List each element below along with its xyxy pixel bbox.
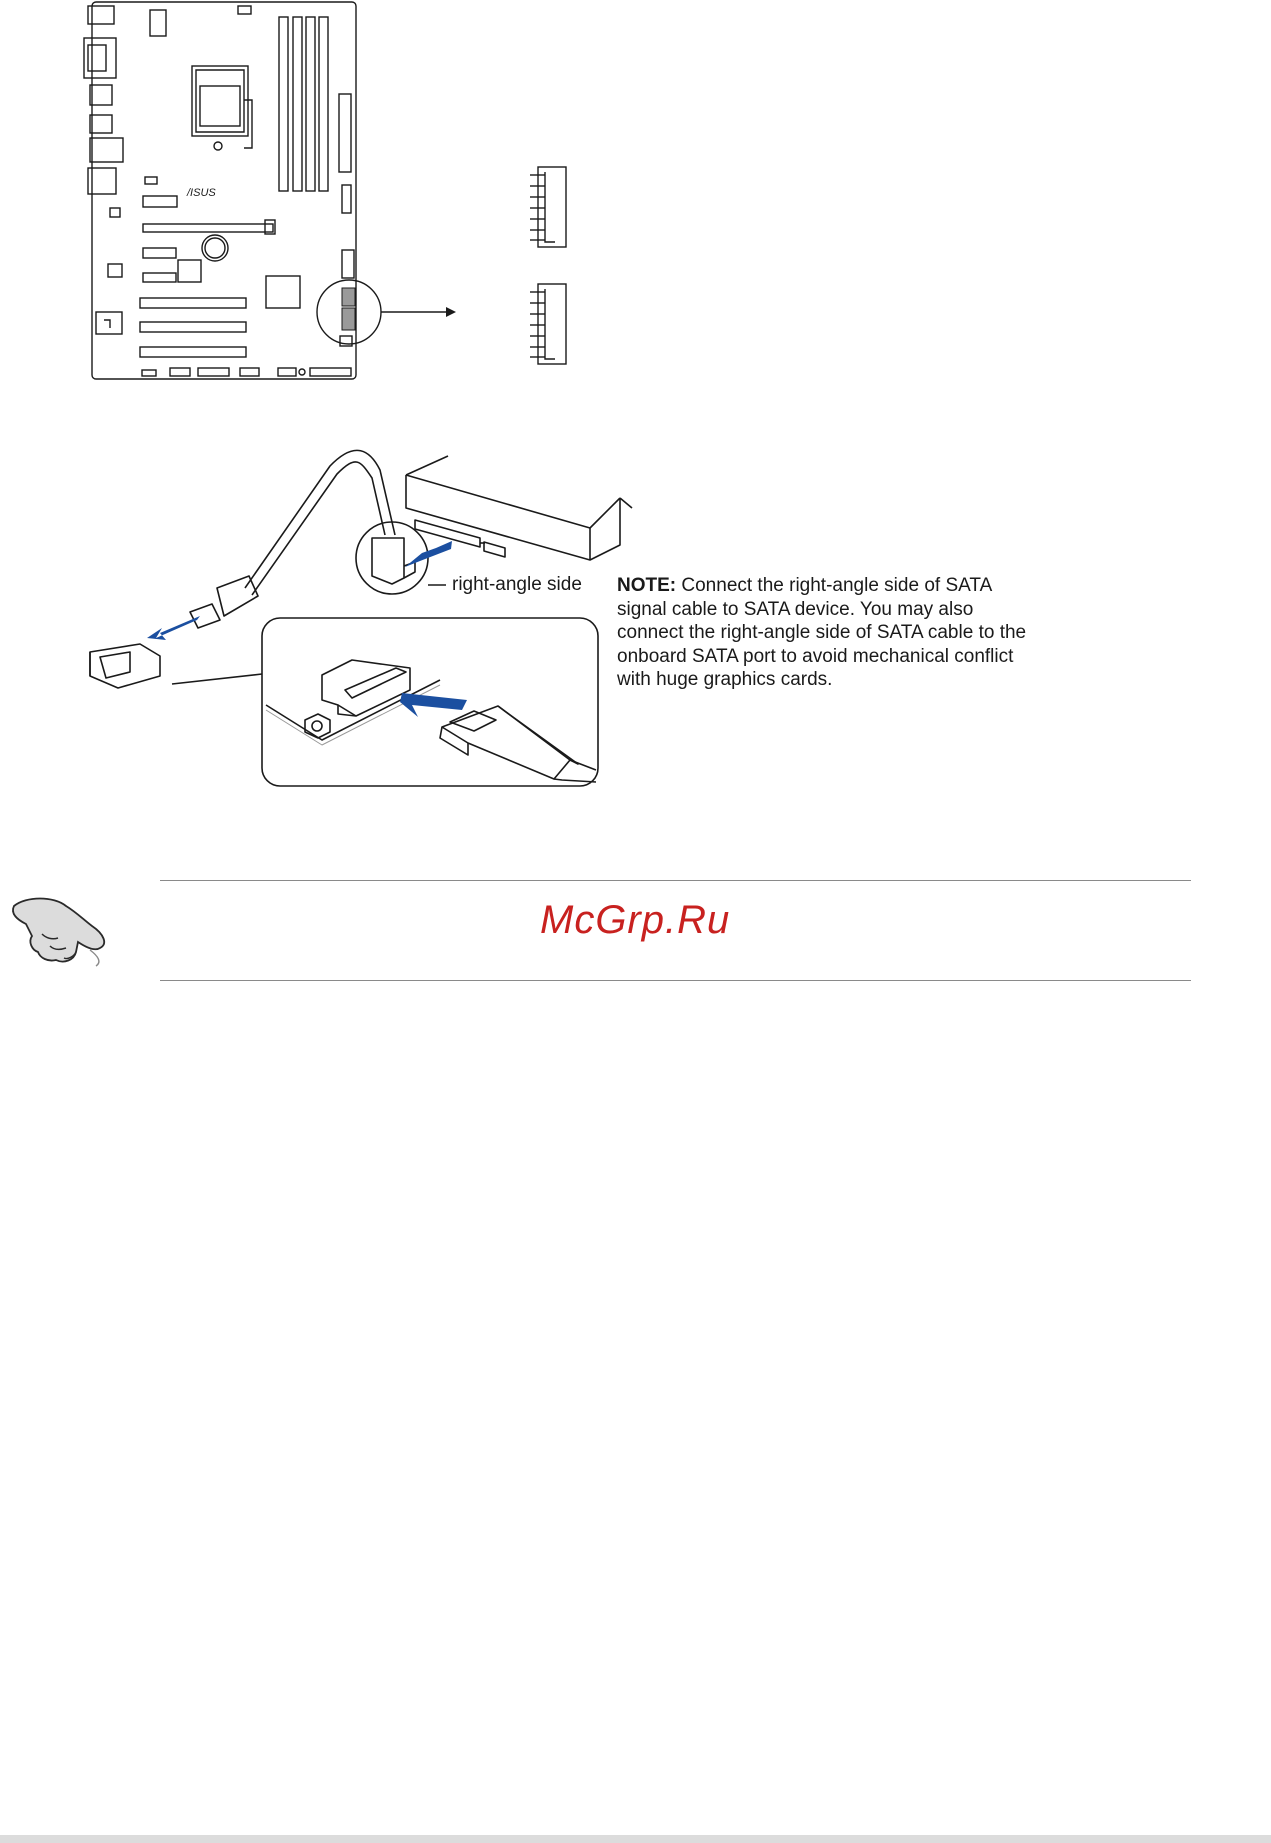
note-paragraph <box>617 574 1037 692</box>
watermark-text: McGrp.Ru <box>540 898 731 942</box>
caution-hand-icon <box>4 890 114 974</box>
sata-cable-illustration <box>0 440 700 800</box>
caution-bottom-rule <box>160 980 1191 981</box>
note-heading: NOTE: <box>617 575 677 596</box>
caution-top-rule <box>160 880 1191 881</box>
motherboard-diagram <box>0 0 1271 400</box>
right-angle-side-label: right-angle side <box>452 574 582 595</box>
page-bottom-band <box>0 1835 1271 1843</box>
board-brand: /ISUS <box>187 187 216 199</box>
note-body: Connect the right-angle side of SATA signal cable to SATA device. You may also connect the right-angle side of SATA cable to the onboard SATA port to avoid mechanical conflict with huge graphics cards. <box>617 575 1027 690</box>
